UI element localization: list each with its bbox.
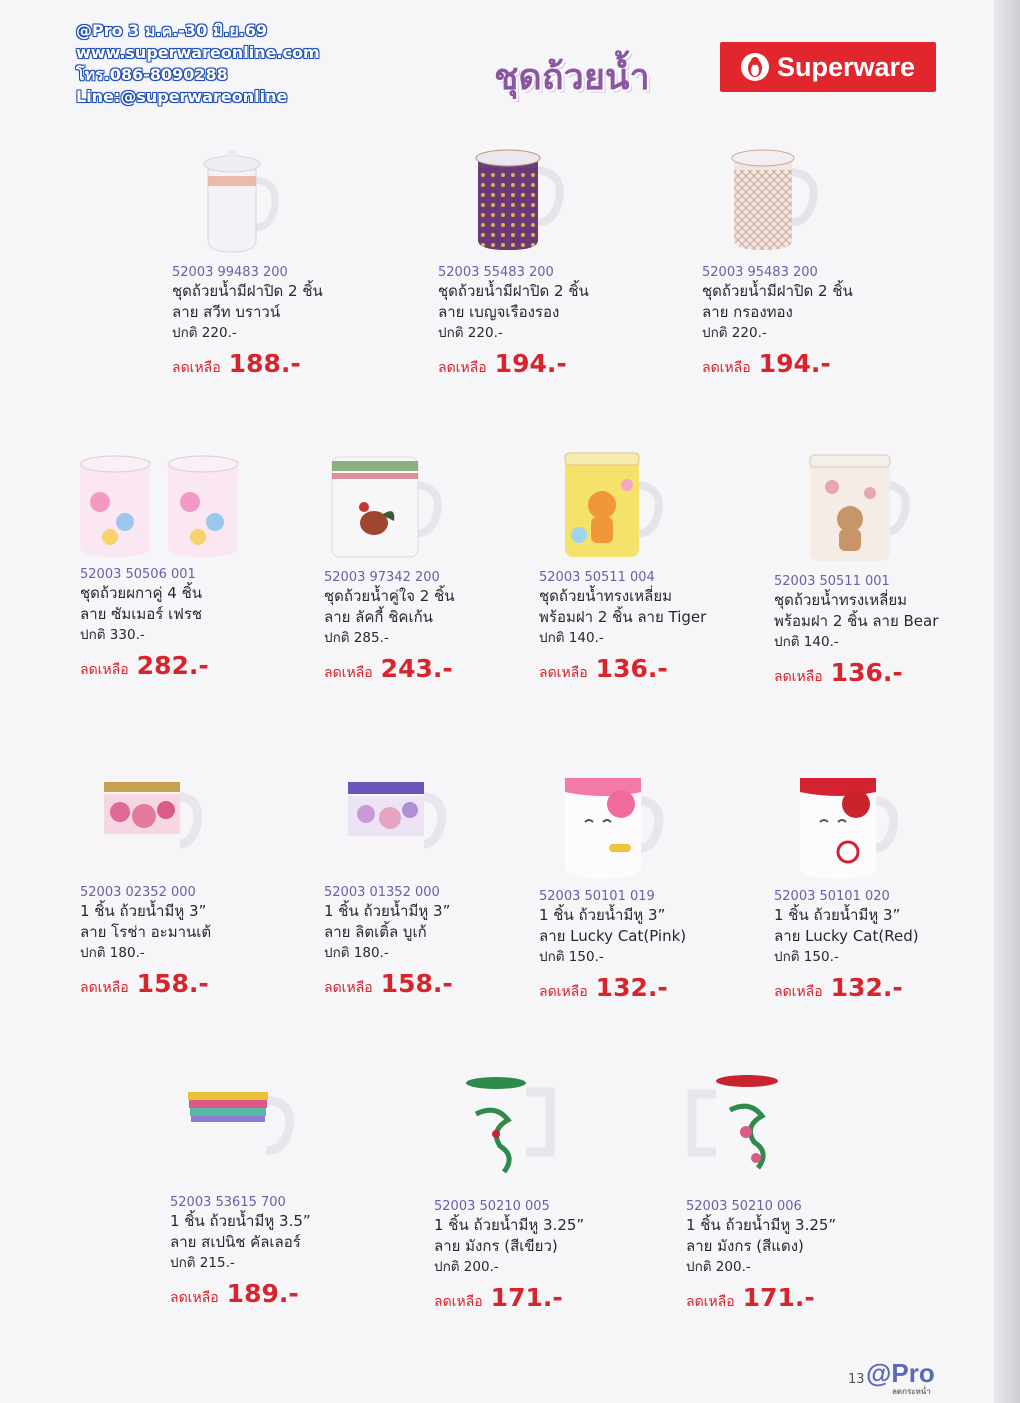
product-name-line: พร้อมฝา 2 ชิ้น ลาย Tiger [539, 608, 707, 626]
sale-price-row [774, 658, 1014, 688]
sale-price-row [324, 969, 564, 999]
product-name-line: 1 ชิ้น ถ้วยน้ำมีหู 3.25” [434, 1216, 585, 1234]
sale-price-row [80, 969, 320, 999]
product-code: 52003 01352 000 [324, 885, 440, 900]
product-image [80, 760, 320, 880]
footer-logo [866, 1358, 935, 1398]
footer-logo-sub: ลดกระหน่ำ [892, 1387, 931, 1396]
product-code: 52003 55483 200 [438, 265, 554, 280]
product-code: 52003 50101 019 [539, 889, 655, 904]
product-image [702, 140, 942, 260]
product-name-line: 1 ชิ้น ถ้วยน้ำมีหู 3.5” [170, 1212, 311, 1230]
product-image [324, 445, 564, 565]
sale-label: ลดเหลือ [434, 1294, 483, 1310]
sale-price: 188.- [228, 349, 301, 378]
product-name [774, 905, 1014, 947]
product-name-line: ลาย มังกร (สีเขียว) [434, 1237, 558, 1255]
sale-label: ลดเหลือ [438, 360, 487, 376]
page-number: 13 [848, 1372, 865, 1387]
product-code: 52003 50506 001 [80, 567, 196, 582]
product-name-line: ชุดถ้วยน้ำทรงเหลี่ยม [774, 591, 908, 609]
product-name-line: ชุดถ้วยน้ำมีฝาปิด 2 ชิ้น [438, 282, 589, 300]
regular-price: ปกติ 330.- [80, 627, 145, 643]
brand-name: Superware [776, 51, 916, 82]
sale-price: 136.- [830, 658, 903, 687]
scan-edge [994, 0, 1020, 1403]
regular-price: ปกติ 150.- [539, 949, 604, 965]
product-name-line: 1 ชิ้น ถ้วยน้ำมีหู 3.25” [686, 1216, 837, 1234]
sale-price-row [702, 349, 942, 379]
regular-price: ปกติ 285.- [324, 630, 389, 646]
regular-price: ปกติ 220.- [172, 325, 237, 341]
product-image [539, 764, 779, 884]
brand-logo [720, 42, 936, 92]
sale-price: 171.- [742, 1283, 815, 1312]
regular-price: ปกติ 140.- [539, 630, 604, 646]
regular-price: ปกติ 215.- [170, 1255, 235, 1271]
product-name-line: ลาย กรองทอง [702, 303, 793, 321]
footer-logo-text: @Pro [866, 1358, 935, 1388]
product-name-line: ลาย Lucky Cat(Pink) [539, 927, 687, 945]
product-name-line: ลาย เบญจเรืองรอง [438, 303, 560, 321]
regular-price: ปกติ 220.- [438, 325, 503, 341]
sale-price-row [434, 1283, 674, 1313]
sale-price-row [774, 973, 1014, 1003]
sale-price: 189.- [226, 1279, 299, 1308]
product-card[interactable] [172, 140, 412, 379]
sale-price-row [539, 654, 779, 684]
product-code: 52003 02352 000 [80, 885, 196, 900]
product-code: 52003 50210 006 [686, 1199, 802, 1214]
product-image [438, 140, 678, 260]
product-name-line: ลาย Lucky Cat(Red) [774, 927, 919, 945]
product-image [80, 442, 320, 562]
sale-label: ลดเหลือ [774, 669, 823, 685]
regular-price: ปกติ 200.- [686, 1259, 751, 1275]
product-image [539, 445, 779, 565]
sale-price: 132.- [830, 973, 903, 1002]
product-name [434, 1215, 674, 1257]
product-code: 52003 50101 020 [774, 889, 890, 904]
product-card[interactable] [80, 760, 320, 999]
product-name-line: ลาย ลิตเติ้ล บูเก้ [324, 923, 427, 941]
sale-price: 282.- [136, 651, 209, 680]
product-code: 52003 95483 200 [702, 265, 818, 280]
sale-label: ลดเหลือ [324, 665, 373, 681]
sale-price: 132.- [595, 973, 668, 1002]
product-name-line: ลาย ลัคกี้ ชิคเก้น [324, 608, 433, 626]
sale-label: ลดเหลือ [324, 980, 373, 996]
product-name [539, 586, 779, 628]
product-image [172, 140, 412, 260]
regular-price: ปกติ 150.- [774, 949, 839, 965]
sale-label: ลดเหลือ [80, 980, 129, 996]
regular-price: ปกติ 180.- [80, 945, 145, 961]
product-name [172, 281, 412, 323]
product-name-line: ลาย มังกร (สีแดง) [686, 1237, 804, 1255]
product-card[interactable] [324, 760, 564, 999]
sale-label: ลดเหลือ [170, 1290, 219, 1306]
product-card[interactable] [438, 140, 678, 379]
product-name-line: พร้อมฝา 2 ชิ้น ลาย Bear [774, 612, 939, 630]
sale-price: 136.- [595, 654, 668, 683]
product-card[interactable] [702, 140, 942, 379]
product-name [170, 1211, 410, 1253]
sale-price-row [80, 651, 320, 681]
product-name [80, 901, 320, 943]
product-name-line: 1 ชิ้น ถ้วยน้ำมีหู 3” [539, 906, 666, 924]
product-name [539, 905, 779, 947]
promo-line-id: Line:@superwareonline [76, 87, 288, 106]
product-card[interactable] [539, 445, 779, 684]
product-image [774, 764, 1014, 884]
sale-label: ลดเหลือ [686, 1294, 735, 1310]
sale-price: 158.- [380, 969, 453, 998]
product-name [80, 583, 320, 625]
product-name-line: ชุดถ้วยน้ำคู่ใจ 2 ชิ้น [324, 587, 455, 605]
product-code: 52003 50511 004 [539, 570, 655, 585]
product-card[interactable] [686, 1074, 926, 1313]
product-code: 52003 50210 005 [434, 1199, 550, 1214]
promo-website[interactable]: www.superwareonline.com [76, 43, 320, 62]
product-name-line: ลาย โรช่า อะมานเต้ [80, 923, 212, 941]
sale-price: 158.- [136, 969, 209, 998]
sale-label: ลดเหลือ [539, 984, 588, 1000]
sale-label: ลดเหลือ [80, 662, 129, 678]
promo-period: @Pro 3 ม.ค.-30 มิ.ย.69 [76, 21, 268, 40]
sale-price-row [172, 349, 412, 379]
product-code: 52003 99483 200 [172, 265, 288, 280]
product-name [774, 590, 1014, 632]
sale-price: 243.- [380, 654, 453, 683]
regular-price: ปกติ 140.- [774, 634, 839, 650]
product-name [324, 901, 564, 943]
product-name [324, 586, 564, 628]
product-name-line: 1 ชิ้น ถ้วยน้ำมีหู 3” [774, 906, 901, 924]
product-image [170, 1070, 410, 1190]
regular-price: ปกติ 200.- [434, 1259, 499, 1275]
product-card[interactable] [539, 764, 779, 1003]
sale-label: ลดเหลือ [702, 360, 751, 376]
product-code: 52003 50511 001 [774, 574, 890, 589]
product-name-line: ชุดถ้วยน้ำมีฝาปิด 2 ชิ้น [702, 282, 853, 300]
promo-contact-block [76, 20, 376, 108]
product-image [774, 449, 1014, 569]
sale-price-row [686, 1283, 926, 1313]
promo-phone: โทร.086-8090288 [76, 65, 228, 84]
sale-label: ลดเหลือ [774, 984, 823, 1000]
product-card[interactable] [80, 442, 320, 681]
product-name [686, 1215, 926, 1257]
product-code: 52003 53615 700 [170, 1195, 286, 1210]
sale-price: 171.- [490, 1283, 563, 1312]
product-image [686, 1074, 926, 1194]
regular-price: ปกติ 180.- [324, 945, 389, 961]
product-name [702, 281, 942, 323]
product-card[interactable] [774, 764, 1014, 1003]
product-name-line: ลาย สเปนิช คัลเลอร์ [170, 1233, 301, 1251]
product-card[interactable] [774, 449, 1014, 688]
regular-price: ปกติ 220.- [702, 325, 767, 341]
product-card[interactable] [434, 1074, 674, 1313]
sale-price: 194.- [758, 349, 831, 378]
product-name-line: ลาย ซัมเมอร์ เฟรช [80, 605, 203, 623]
sale-price-row [170, 1279, 410, 1309]
sale-price-row [438, 349, 678, 379]
product-image [434, 1074, 674, 1194]
product-image [324, 760, 564, 880]
product-name-line: ชุดถ้วยน้ำทรงเหลี่ยม [539, 587, 673, 605]
product-name-line: ชุดถ้วยผกาคู่ 4 ชิ้น [80, 584, 203, 602]
product-code: 52003 97342 200 [324, 570, 440, 585]
product-card[interactable] [324, 445, 564, 684]
product-name-line: 1 ชิ้น ถ้วยน้ำมีหู 3” [324, 902, 451, 920]
sale-price-row [324, 654, 564, 684]
sale-price-row [539, 973, 779, 1003]
sale-label: ลดเหลือ [172, 360, 221, 376]
product-card[interactable] [170, 1070, 410, 1309]
sale-label: ลดเหลือ [539, 665, 588, 681]
page-title: ชุดถ้วยน้ำ [494, 57, 650, 98]
product-name-line: ชุดถ้วยน้ำมีฝาปิด 2 ชิ้น [172, 282, 323, 300]
sale-price: 194.- [494, 349, 567, 378]
product-name-line: ลาย สวีท บราวน์ [172, 303, 281, 321]
product-name-line: 1 ชิ้น ถ้วยน้ำมีหู 3” [80, 902, 207, 920]
product-name [438, 281, 678, 323]
penguin-icon [741, 53, 769, 81]
